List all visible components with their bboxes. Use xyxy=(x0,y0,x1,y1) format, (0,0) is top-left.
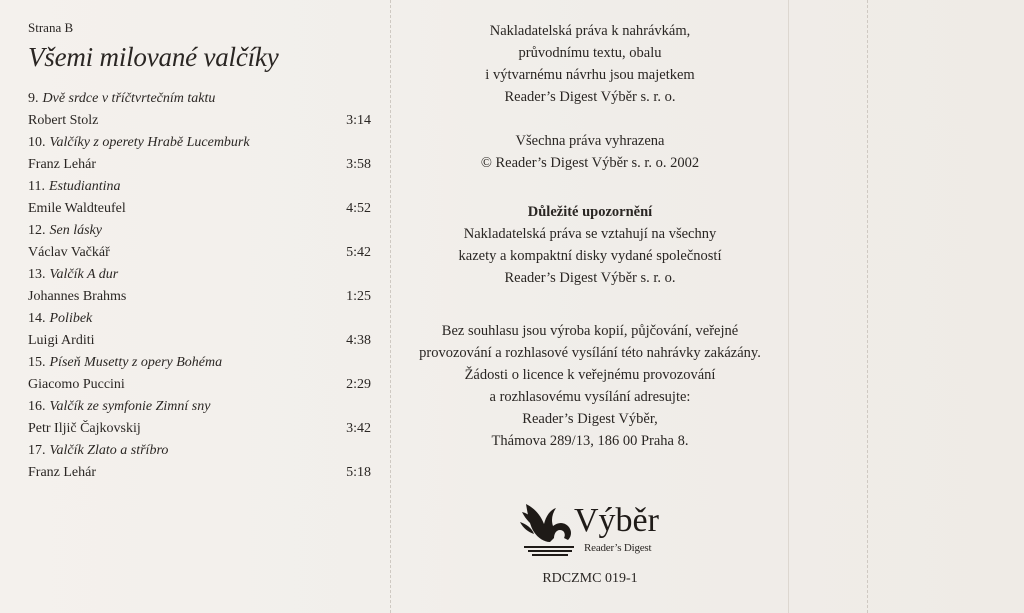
track-number: 14. xyxy=(28,311,46,326)
logo-wordmark: Výběr xyxy=(574,502,659,539)
fold-line xyxy=(867,0,869,613)
legal-line: Žádosti o licence k veřejnému provozování xyxy=(464,367,716,383)
side-label: Strana B xyxy=(28,20,74,35)
rights-line: průvodnímu textu, obalu xyxy=(518,45,662,61)
legal-line: Bez souhlasu jsou výroba kopií, půjčování, veřejné xyxy=(441,323,739,339)
rights-line: Reader’s Digest Výběr s. r. o. xyxy=(504,89,676,105)
track-duration: 5:42 xyxy=(346,245,371,260)
track-item xyxy=(28,176,373,220)
track-composer: Václav Vačkář xyxy=(28,245,110,260)
rights-line: i výtvarnému návrhu jsou majetkem xyxy=(485,67,695,83)
legal-line: Thámova 289/13, 186 00 Praha 8. xyxy=(491,433,689,449)
track-composer: Franz Lehár xyxy=(28,157,97,172)
track-duration: 4:52 xyxy=(346,201,371,216)
legal-panel xyxy=(392,20,788,452)
track-title: Valčík Zlato a stříbro xyxy=(49,443,169,458)
track-composer: Petr Iljič Čajkovskij xyxy=(28,421,141,436)
track-number: 16. xyxy=(28,399,46,414)
track-composer: Giacomo Puccini xyxy=(28,377,125,392)
track-number: 9. xyxy=(28,91,39,106)
legal-line: Reader’s Digest Výběr, xyxy=(522,411,658,427)
track-title: Valčík ze symfonie Zimní sny xyxy=(49,399,211,414)
notice-block xyxy=(392,201,788,289)
track-duration: 3:42 xyxy=(346,421,371,436)
track-item xyxy=(28,220,373,264)
track-item xyxy=(28,132,373,176)
track-number: 12. xyxy=(28,223,46,238)
track-composer: Franz Lehár xyxy=(28,465,97,480)
track-title: Píseň Musetty z opery Bohéma xyxy=(49,355,223,370)
track-composer: Robert Stolz xyxy=(28,113,99,128)
album-title: Všemi milované valčíky xyxy=(28,42,279,72)
notice-title: Důležité upozornění xyxy=(527,204,653,220)
track-duration: 5:18 xyxy=(346,465,371,480)
track-title: Polibek xyxy=(49,311,93,326)
track-composer: Emile Waldteufel xyxy=(28,201,126,216)
legal-line: a rozhlasovému vysílání adresujte: xyxy=(489,389,691,405)
legal-block xyxy=(392,320,788,452)
track-item xyxy=(28,308,373,352)
track-number: 13. xyxy=(28,267,46,282)
copyright-line: © Reader’s Digest Výběr s. r. o. 2002 xyxy=(480,155,700,171)
track-item xyxy=(28,88,373,132)
track-duration: 3:14 xyxy=(346,113,371,128)
track-item xyxy=(28,396,373,440)
track-item xyxy=(28,440,373,484)
track-title: Valčíky z operety Hrabě Lucemburk xyxy=(49,135,250,150)
notice-line: Reader’s Digest Výběr s. r. o. xyxy=(504,270,676,286)
copyright-block xyxy=(392,130,788,174)
track-item xyxy=(28,264,373,308)
track-number: 15. xyxy=(28,355,46,370)
track-number: 11. xyxy=(28,179,45,194)
track-duration: 4:38 xyxy=(346,333,371,348)
track-duration: 1:25 xyxy=(346,289,371,304)
track-title: Dvě srdce v tříčtvrtečním taktu xyxy=(42,91,216,106)
track-item xyxy=(28,352,373,396)
track-title: Sen lásky xyxy=(49,223,102,238)
rights-block xyxy=(392,20,788,108)
track-title: Estudiantina xyxy=(48,179,121,194)
track-composer: Luigi Arditi xyxy=(28,333,95,348)
rights-line: Nakladatelská práva k nahrávkám, xyxy=(489,23,691,39)
tracklist-panel xyxy=(28,20,373,484)
logo-subtitle: Reader’s Digest xyxy=(584,542,652,554)
track-composer: Johannes Brahms xyxy=(28,289,127,304)
track-list xyxy=(28,88,373,484)
vyber-logo xyxy=(520,498,670,562)
track-duration: 2:29 xyxy=(346,377,371,392)
track-title: Valčík A dur xyxy=(49,267,119,282)
track-number: 17. xyxy=(28,443,46,458)
legal-line: provozování a rozhlasové vysílání této nahrávky zakázány. xyxy=(419,345,761,361)
track-duration: 3:58 xyxy=(346,157,371,172)
track-number: 10. xyxy=(28,135,46,150)
catalog-number: RDCZMC 019-1 xyxy=(542,571,638,586)
copyright-line: Všechna práva vyhrazena xyxy=(515,133,665,149)
notice-line: Nakladatelská práva se vztahují na všechny xyxy=(463,226,717,242)
notice-line: kazety a kompaktní disky vydané společností xyxy=(458,248,722,264)
fold-line xyxy=(788,0,790,613)
pegasus-icon xyxy=(520,498,580,560)
